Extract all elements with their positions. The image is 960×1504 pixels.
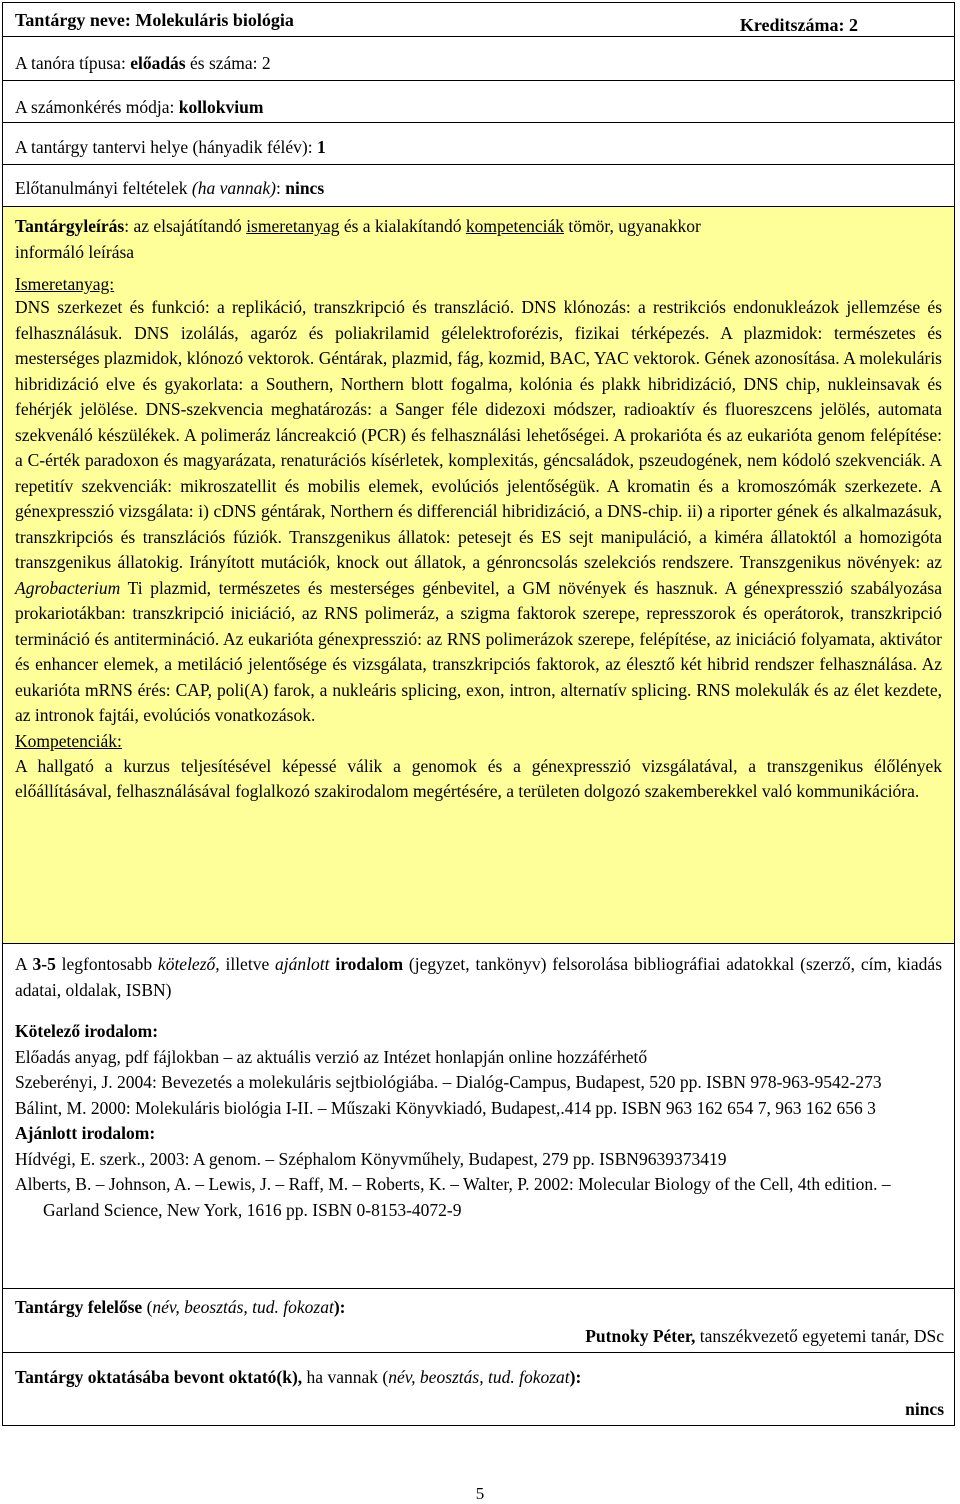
ismeretanyag-heading: Ismeretanyag: <box>15 274 115 294</box>
responsible-paren-close: ): <box>333 1297 346 1317</box>
ismeretanyag-link-text: ismeretanyag <box>246 216 340 236</box>
credits-value: Kreditszáma: 2 <box>739 15 858 35</box>
class-type-value: előadás <box>130 53 186 73</box>
semester-row <box>3 123 954 165</box>
prereq-row <box>3 165 954 207</box>
kompetenciak-heading: Kompetenciák: <box>15 730 122 751</box>
teachers-label-mid: ha vannak ( <box>302 1367 389 1387</box>
literature-intro-b: legfontosabb <box>55 954 158 974</box>
ismeretanyag-body <box>15 295 942 729</box>
page-number: 5 <box>475 1484 485 1503</box>
description-text-3: tömör, ugyanakkor <box>564 216 701 236</box>
agrobacterium-term: Agrobacterium <box>15 577 121 598</box>
subject-label: Tantárgy neve: <box>15 10 131 30</box>
prereq-italic: (ha vannak) <box>191 178 276 198</box>
exam-value: kollokvium <box>178 97 264 117</box>
responsible-paren-open: ( <box>142 1297 153 1317</box>
teachers-label-end: ): <box>569 1367 582 1387</box>
kompetenciak-link-text: kompetenciák <box>465 216 564 236</box>
recommended-heading: Ajánlott irodalom: <box>15 1123 156 1143</box>
responsible-name: Putnoky Péter, <box>585 1326 696 1346</box>
responsible-label-italic: név, beosztás, tud. fokozat <box>152 1297 334 1317</box>
literature-intro-irodalom: irodalom <box>335 954 404 974</box>
mandatory-item: Előadás anyag, pdf fájlokban – az aktuális verzió az Intézet honlapján online hozzáférhető <box>15 1046 648 1067</box>
prereq-label: Előtanulmányi feltételek <box>15 178 188 198</box>
recommended-item: Hídvégi, E. szerk., 2003: A genom. – Széphalom Könyvműhely, Budapest, 279 pp. ISBN9639373419 <box>15 1148 727 1169</box>
mandatory-item: Bálint, M. 2000: Molekuláris biológia I-II. – Műszaki Könyvkiadó, Budapest,.414 pp. ISBN 963 162 654 7, 963 162 656 3 <box>15 1097 876 1118</box>
mandatory-item: Szeberényi, J. 2004: Bevezetés a molekuláris sejtbiológiába. – Dialóg-Campus, Budapest, 520 pp. ISBN 978-963-9542-273 <box>15 1072 882 1092</box>
description-label: Tantárgyleírás <box>15 216 125 236</box>
literature-section <box>3 944 954 1289</box>
recommended-item: Alberts, B. – Johnson, A. – Lewis, J. – Raff, M. – Roberts, K. – Walter, P. 2002: Molecular Biology of the Cell, 4th edition. – Garland Science, New York, 1616 pp. ISBN 0-8153-4072-9 <box>15 1174 891 1220</box>
exam-label: A számonkérés módja: <box>15 97 175 117</box>
description-text-1: : az elsajátítandó <box>124 216 247 236</box>
prereq-value: nincs <box>285 178 325 198</box>
literature-intro-mandatory: kötelező, <box>157 954 220 974</box>
semester-value: 1 <box>316 137 326 157</box>
literature-intro-recommended: ajánlott <box>275 954 330 974</box>
ismeretanyag-text-b: Ti plazmid, természetes és mesterséges génbevitel, a GM növények és hasznuk. A génexpresszió szabályozása prokariotákban: transzkripció iniciáció, az RNS polimeráz, a szigma faktorok szerepe, represszorok és operátorok, transzkripció termináció és antitermináció. Az eukarióta génexpresszió: az RNS polimerázok szerepe, felépítése, az iniciáció folyamata, aktivátor és enhancer elemek, a metiláció jelentősége és vizsgálata, transzkripciós faktorok, az élesztő két hibrid rendszer felhasználása. Az eukarióta mRNS érés: CAP, poli(A) farok, a nukleáris splicing, exon, intron, alternatív splicing. RNS molekulák és az élet kezdete, az intronok fajtái, evolúciós vonatkozások. <box>15 577 942 725</box>
semester-label: A tantárgy tantervi helye (hányadik félév): <box>15 137 313 157</box>
subject-name: Molekuláris biológia <box>135 10 294 30</box>
teachers-label-italic: név, beosztás, tud. fokozat <box>388 1367 570 1387</box>
literature-intro-count: 3-5 <box>32 954 56 974</box>
literature-intro <box>15 952 942 1003</box>
mandatory-heading: Kötelező irodalom: <box>15 1021 159 1041</box>
responsible-section <box>3 1289 954 1353</box>
teachers-value: nincs <box>905 1399 944 1419</box>
course-description-table <box>2 2 955 1426</box>
responsible-label: Tantárgy felelőse <box>15 1297 143 1317</box>
description-section <box>3 207 954 944</box>
description-line-2: informáló leírása <box>15 242 135 262</box>
literature-intro-a: A <box>15 954 33 974</box>
teachers-label: Tantárgy oktatásába bevont oktató(k), <box>15 1367 303 1387</box>
responsible-title: tanszékvezető egyetemi tanár, DSc <box>695 1326 944 1346</box>
class-type-suffix: és száma: 2 <box>190 53 271 73</box>
exam-row <box>3 81 954 123</box>
ismeretanyag-text-a: DNS szerkezet és funkció: a replikáció, transzkripció és transzláció. DNS klónozás: a restrikciós endonukleázok jellemzése és felhasználásuk. DNS izolálás, agaróz és poliakrilamid gélelektroforézis, fizikai térképezés. A plazmidok: természetes és mesterséges plazmidok, klónozó vektorok. Géntárak, plazmid, fág, kozmid, BAC, YAC vektorok. Gének azonosítása. A molekuláris hibridizáció elve és gyakorlata: a Southern, Northern blott fogalma, kolónia és plakk hibridizáció, DNS chip, nukleinsavak és fehérjék jelölése. DNS-szekvencia meghatározás: a Sanger féle didezoxi módszer, radioaktív és fluoreszcens jelölés, automata szekvenáló készülékek. A polimeráz láncreakció (PCR) és felhasználási lehetőségei. A prokarióta és az eukarióta genom felépítése: a C-érték paradoxon és magyarázata, renaturációs kísérletek, komplexitás, géncsaládok, pszeudogének, nem kódoló szekvenciák. A repetitív szekvenciák: mikroszatellit és mobilis elemek, evolúciós jelentőségük. A kromatin és a kromoszómák szerkezete. A génexpresszió vizsgálata: i) cDNS géntárak, Northern és differenciál hibridizáció, a DNS-chip. ii) a riporter gének és alkalmazásuk, transzkripciós és transzlációs fúziók. Transzgenikus állatok: petesejt és ES sejt manipuláció, a kiméra állatoktól a homozigóta transzgenikus állatokig. Irányított mutációk, knock out állatok, a génroncsolás szelekciós rendszere. Transzgenikus növények: az <box>15 297 942 572</box>
class-type-label: A tanóra típusa: <box>15 53 126 73</box>
prereq-colon: : <box>275 178 281 198</box>
teachers-section <box>3 1353 954 1425</box>
description-text-2: és a kialakítandó <box>339 216 466 236</box>
class-type-row <box>3 37 954 81</box>
kompetenciak-body: A hallgató a kurzus teljesítésével képessé válik a genomok és a génexpresszió vizsgálatával, a transzgenikus élőlények előállításával, felhasználásával foglalkozó szakirodalom megértésére, a területen dolgozó szakemberekkel való kommunikációra. <box>15 755 942 801</box>
literature-intro-c: illetve <box>219 954 276 974</box>
literature-intro-d: (jegyzet, tankönyv) felsorolása bibliográfiai adatokkal (szerző, cím, kiadás adatai, oldalak, ISBN) <box>15 954 943 1000</box>
